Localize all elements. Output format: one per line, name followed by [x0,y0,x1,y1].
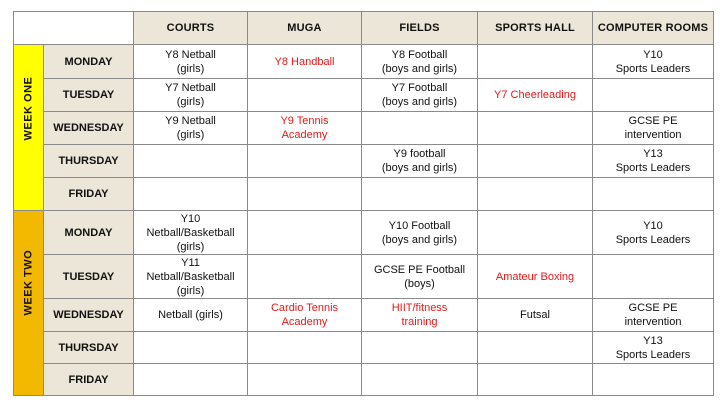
cell-fields [362,332,478,364]
cell-muga [248,145,362,178]
cell-hall [478,332,593,364]
day-label: WEDNESDAY [44,299,134,332]
cell-courts: Y11 Netball/Basketball (girls) [134,255,248,299]
cell-courts: Netball (girls) [134,299,248,332]
table-row [14,332,714,364]
cell-computer: Y10 Sports Leaders [593,45,714,79]
cell-muga: Y8 Handball [248,45,362,79]
cell-muga [248,255,362,299]
header-courts: COURTS [134,12,248,45]
cell-courts: Y7 Netball (girls) [134,79,248,112]
day-label: FRIDAY [44,364,134,396]
day-label: TUESDAY [44,255,134,299]
cell-muga [248,364,362,396]
cell-hall: Futsal [478,299,593,332]
cell-fields [362,112,478,145]
header-muga: MUGA [248,12,362,45]
cell-hall [478,112,593,145]
day-label: WEDNESDAY [44,112,134,145]
header-computer-rooms: COMPUTER ROOMS [593,12,714,45]
cell-hall [478,45,593,79]
cell-fields [362,178,478,211]
cell-computer [593,255,714,299]
cell-hall: Y7 Cheerleading [478,79,593,112]
day-label: TUESDAY [44,79,134,112]
header-sports-hall: SPORTS HALL [478,12,593,45]
cell-courts [134,364,248,396]
table-row [14,364,714,396]
timetable [13,11,714,396]
cell-hall: Amateur Boxing [478,255,593,299]
cell-computer [593,364,714,396]
cell-courts [134,178,248,211]
table-row [14,255,714,299]
cell-computer: Y13 Sports Leaders [593,145,714,178]
cell-fields [362,364,478,396]
cell-computer: GCSE PE intervention [593,299,714,332]
cell-fields: Y10 Football (boys and girls) [362,211,478,255]
cell-hall [478,364,593,396]
cell-fields: Y7 Football (boys and girls) [362,79,478,112]
cell-computer: Y13 Sports Leaders [593,332,714,364]
cell-computer: Y10 Sports Leaders [593,211,714,255]
header-fields: FIELDS [362,12,478,45]
cell-fields: GCSE PE Football (boys) [362,255,478,299]
week-two-label: WEEK TWO [14,211,44,396]
cell-courts: Y10 Netball/Basketball (girls) [134,211,248,255]
cell-courts [134,332,248,364]
header-corner [14,12,134,45]
cell-fields: Y8 Football (boys and girls) [362,45,478,79]
cell-muga [248,178,362,211]
cell-muga: Cardio Tennis Academy [248,299,362,332]
day-label: THURSDAY [44,145,134,178]
cell-muga [248,79,362,112]
cell-fields: Y9 football (boys and girls) [362,145,478,178]
table-row [14,211,714,255]
table-row [14,299,714,332]
cell-courts [134,145,248,178]
cell-courts: Y9 Netball (girls) [134,112,248,145]
header-row [14,12,714,45]
day-label: MONDAY [44,211,134,255]
cell-hall [478,211,593,255]
cell-computer [593,79,714,112]
cell-hall [478,145,593,178]
cell-computer: GCSE PE intervention [593,112,714,145]
cell-muga [248,211,362,255]
cell-courts: Y8 Netball (girls) [134,45,248,79]
day-label: FRIDAY [44,178,134,211]
table-row [14,45,714,79]
cell-computer [593,178,714,211]
cell-muga [248,332,362,364]
cell-hall [478,178,593,211]
cell-muga: Y9 Tennis Academy [248,112,362,145]
table-row [14,145,714,178]
week-one-label: WEEK ONE [14,45,44,211]
table-row [14,112,714,145]
table-row [14,79,714,112]
day-label: THURSDAY [44,332,134,364]
cell-fields: HIIT/fitness training [362,299,478,332]
table-row [14,178,714,211]
day-label: MONDAY [44,45,134,79]
